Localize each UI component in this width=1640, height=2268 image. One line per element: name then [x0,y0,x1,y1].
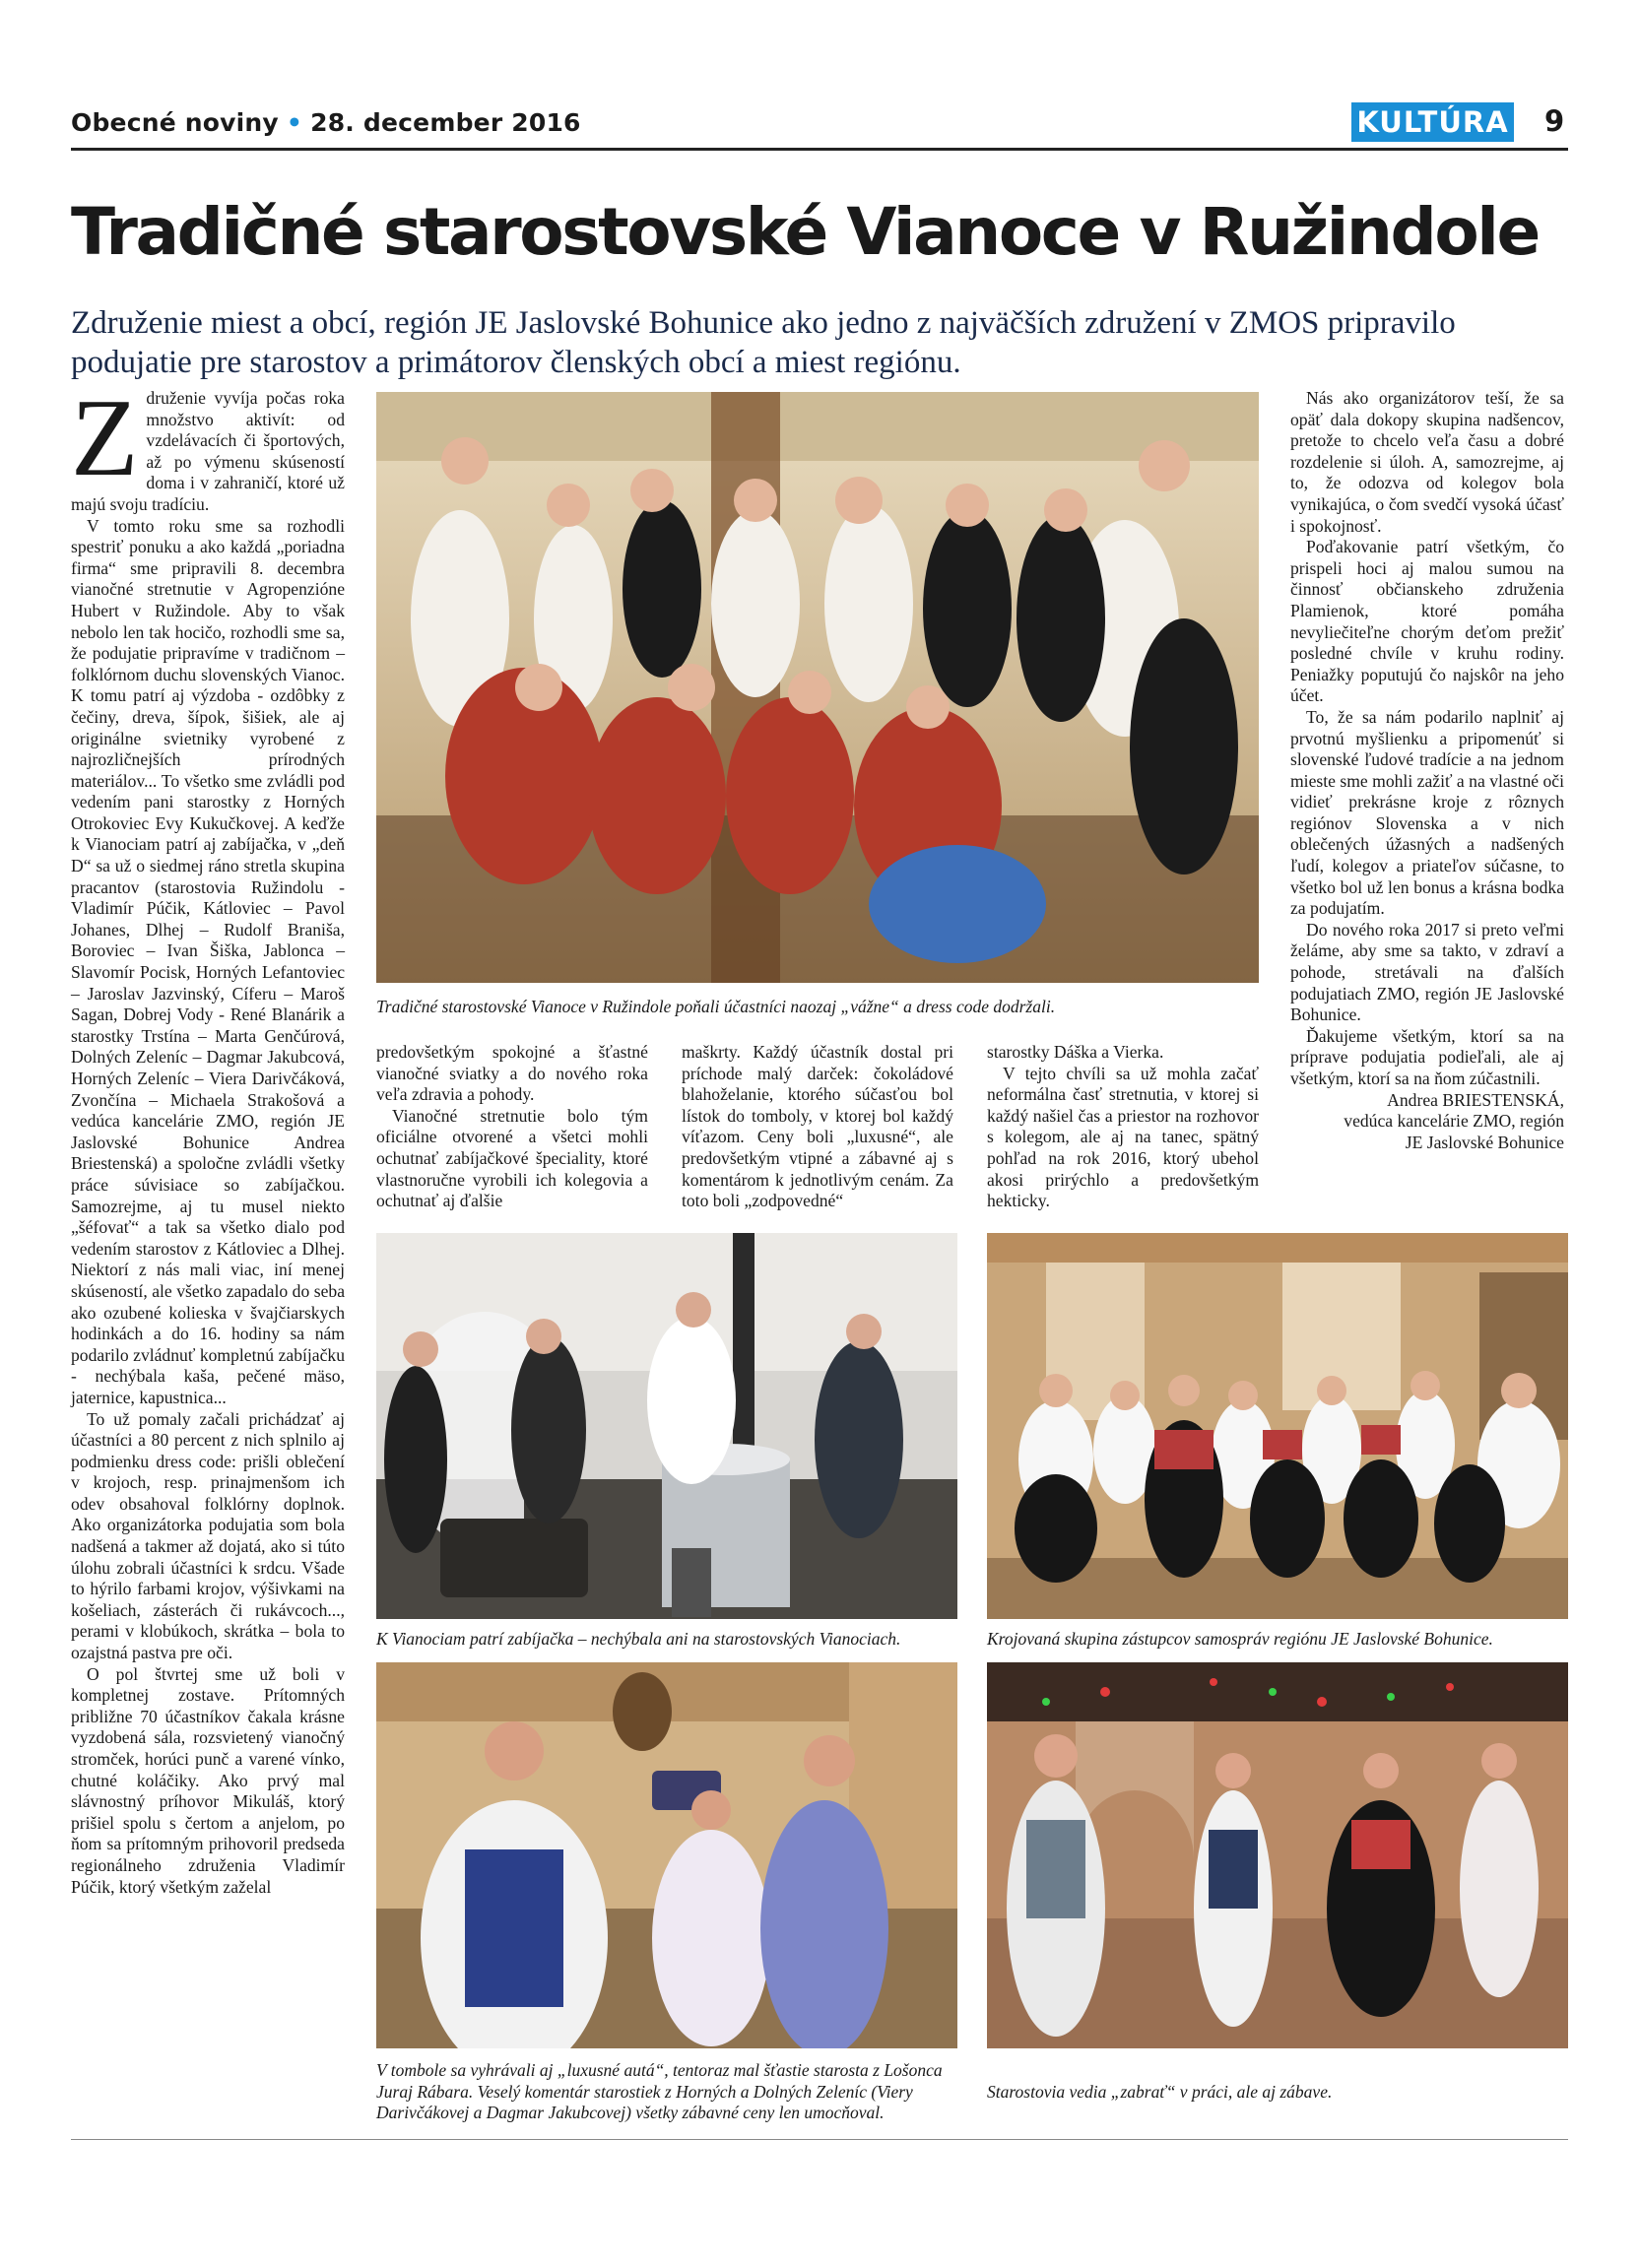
text-column-3 [682,1042,953,1212]
text-column-4 [987,1042,1259,1212]
caption-photo-2: K Vianociam patrí zabíjačka – nechýbala ani na starostovských Vianociach. [376,1629,901,1649]
header-divider [71,148,1568,151]
issue-date: 28. december 2016 [310,108,581,137]
paragraph: To už pomaly začali prichádzať aj účastníci a 80 percent z nich splnilo aj podmienku dress code: prišli oblečení v krojoch, resp. prinajmenšom ich odev obsahoval folklórny doplnok. Ako organizátorka podujatia som bola nadšená a takmer až dojatá, ako si túto úlohu zobrali účastníci k srdcu. Všade to hýrilo farbami krojov, výšivkami na košeliach, zásterách či rukávcoch..., perami v klobúkoch, skrátka – bola to ozajstná pastva pre oči. [71,1408,345,1663]
paragraph: starostky Dáška a Vierka. [987,1042,1164,1062]
article-title: Tradičné starostovské Vianoce v Ružindole [71,194,1539,270]
signature-name: Andrea BRIESTENSKÁ, [1387,1089,1564,1110]
photo-raffle-toy-car [376,1662,957,2048]
section-label: KULTÚRA [1351,102,1514,142]
main-photo-folk-costume-group [376,392,1259,983]
paragraph: maškrty. Každý účastník dostal pri príchode malý darček: čokoládové blahoželanie, ktorého súčasťou bol lístok do tomboly, v ktorej bol každý víťazom. Ceny boli „luxusné“, ale predovšetkým vtipné a zábavné aj s komentárom k jednotlivým cenám. Za toto boli „zodpovedné“ [682,1042,953,1211]
paragraph: Vianočné stretnutie bolo tým oficiálne otvorené a všetci mohli ochutnať zabíjačkové špeciality, ktoré vlastnoručne vyrobili ich kolegovia a ochutnať aj ďalšie [376,1105,648,1211]
photo-costumed-group [987,1233,1568,1619]
masthead [71,108,581,137]
text-column-1 [71,377,345,1898]
paragraph: Združenie vyvíja počas roka množstvo aktivít: od vzdelávacích či športových, až po výmenu skúseností doma i v zahraničí, ktoré už majú svoju tradíciu. [71,377,345,514]
separator-dot-icon: • [286,108,303,137]
caption-photo-5: Starostovia vedia „zabrať“ v práci, ale aj zábave. [987,2082,1333,2102]
article-lead: Združenie miest a obcí, región JE Jaslovské Bohunice ako jedno z najväčších združení v ZMOS pripravilo podujatie pre starostov a primátorov členských obcí a miest regiónu. [71,305,1456,380]
caption-photo-3: Krojovaná skupina zástupcov samospráv regiónu JE Jaslovské Bohunice. [987,1629,1493,1649]
text-column-5 [1290,388,1564,1153]
footer-divider [71,2139,1568,2140]
photo-pig-slaughter-cooking [376,1233,957,1619]
paragraph: Poďakovanie patrí všetkým, čo prispeli hoci aj malou sumou na činnosť občianskeho združenia Plamienok, ktoré pomáha nevyliečiteľne chorým deťom prežiť posledné chvíle v kruhu rodiny. Peniažky poputujú čo najskôr na jeho účet. [1290,537,1564,706]
paragraph: predovšetkým spokojné a šťastné vianočné sviatky a do nového roka veľa zdravia a pohody. [376,1042,648,1105]
publication-name: Obecné noviny [71,108,279,137]
paragraph: V tomto roku sme sa rozhodli spestriť ponuku a ako každá „poriadna firma“ sme pripravili 8. decembra vianočné stretnutie v Agropenzióne Hubert v Ružindole. Aby to však nebolo len tak hocičo, rozhodli sme sa, že podujatie pripravíme v tradičnom – folklórnom duchu slovenských Vianoc. K tomu patrí aj výzdoba - ozdôbky z čečiny, dreva, šípok, šišiek, ale aj originálne svietniky vyrobené z najrozličnejších prírodných materiálov... To všetko sme zvládli pod vedením pani starostky z Horných Otrokoviec Evy Kukučkovej. A keďže k Vianociam patrí aj zabíjačka, v „deň D“ sa už o siedmej ráno stretla skupina pracantov (starostovia Ružindolu - Vladimír Púčik, Kátloviec – Pavol Johanes, Dlhej – Rudolf Braniša, Boroviec – Ivan Šiška, Jablonca – Slavomír Pocisk, Horných Lefantoviec – Jaroslav Jazvinský, Cíferu – Maroš Sagan, Dobrej Vody - René Blanárik a starostky Trstína – Marta Genčúrová, Dolných Zeleníc – Dagmar Jakubcová, Horných Zeleníc – Viera Darivčáková, Zvončína – Michaela Strakošová a vedúca kancelárie ZMO, región JE Jaslovské Bohunice Andrea Briestenská) a spoločne zvládli všetky práce súvisiace so zabíjačkou. Samozrejme, aj tu musel niekto „šéfovať“ a tak sa všetko dialo pod vedením starostov z Kátloviec a Dlhej. Niektorí z nás mali viac, iní menej skúseností, ale všetko zapadalo do seba ako ozubené kolieska v švajčiarskych hodinkách a do 16. hodiny sa nám podarilo zvládnuť kompletnú zabíjačku - nechýbala kaša, pečené mäso, jaternice, kapustnica... [71,515,345,1407]
signature-region: JE Jaslovské Bohunice [1405,1132,1564,1152]
page-number: 9 [1544,104,1565,138]
paragraph: O pol štvrtej sme už boli v kompletnej zostave. Prítomných približne 70 účastníkov čakala krásne vyzdobená sála, rozsvietený vianočný stromček, horúci punč a varené vínko, chutné koláčiky. Ako prvý mal slávnostný príhovor Mikuláš, ktorý prišiel spolu s čertom a anjelom, po ňom sa prítomným prihovoril predseda regionálneho združenia Vladimír Púčik, ktorý všetkým zaželal [71,1663,345,1897]
signature-role: vedúca kancelárie ZMO, región [1344,1111,1564,1132]
paragraph: Do nového roka 2017 si preto veľmi želáme, aby sme sa takto, v zdraví a pohode, stretávali na ďalších podujatiach ZMO, región JE Jaslovské Bohunice. [1290,919,1564,1025]
paragraph: To, že sa nám podarilo naplniť aj prvotnú myšlienku a pripomenúť si slovenské ľudové tradície a na jednom mieste sme mohli zažiť a na vlastné oči vidieť prekrásne kroje z rôznych regiónov Slovenska a v nich oblečených úžasných a nadšených ľudí, kolegov a priateľov súčasne, to všetko bol už len bonus a krásna bodka za podujatím. [1290,706,1564,919]
paragraph: V tejto chvíli sa už mohla začať neformálna časť stretnutia, v ktorej si každý našiel čas a priestor na rozhovor s kolegom, ale aj na tanec, spätný pohľad na rok 2016, ktorý ubehol akosi prirýchlo a predovšetkým hekticky. [987,1063,1259,1211]
caption-main-photo: Tradičné starostovské Vianoce v Ružindole poňali účastníci naozaj „vážne“ a dress code dodržali. [376,997,1056,1016]
photo-dancing-mayors [987,1662,1568,2048]
drop-cap: Z [71,377,139,499]
paragraph: Nás ako organizátorov teší, že sa opäť dala dokopy skupina nadšencov, pretože to chcelo veľa času a dobré rozdelenie si úloh. A, samozrejme, aj to, že odozva od kolegov bola vynikajúca, o čom svedčí vysoká účasť i spokojnosť. [1290,388,1564,536]
paragraph: Ďakujeme všetkým, ktorí sa na príprave podujatia podieľali, ale aj všetkým, ktorí sa na ňom zúčastnili. [1290,1025,1564,1088]
text-column-2 [376,1042,648,1212]
caption-photo-4: V tombole sa vyhrávali aj „luxusné autá“, tentoraz mal šťastie starosta z Lošonca Juraj Rábara. Veselý komentár starostiek z Horných a Dolných Zeleníc (Viery Darivčákovej a Dagmar Jakubcovej) všetky zábavné ceny len umocňoval. [376,2060,943,2122]
